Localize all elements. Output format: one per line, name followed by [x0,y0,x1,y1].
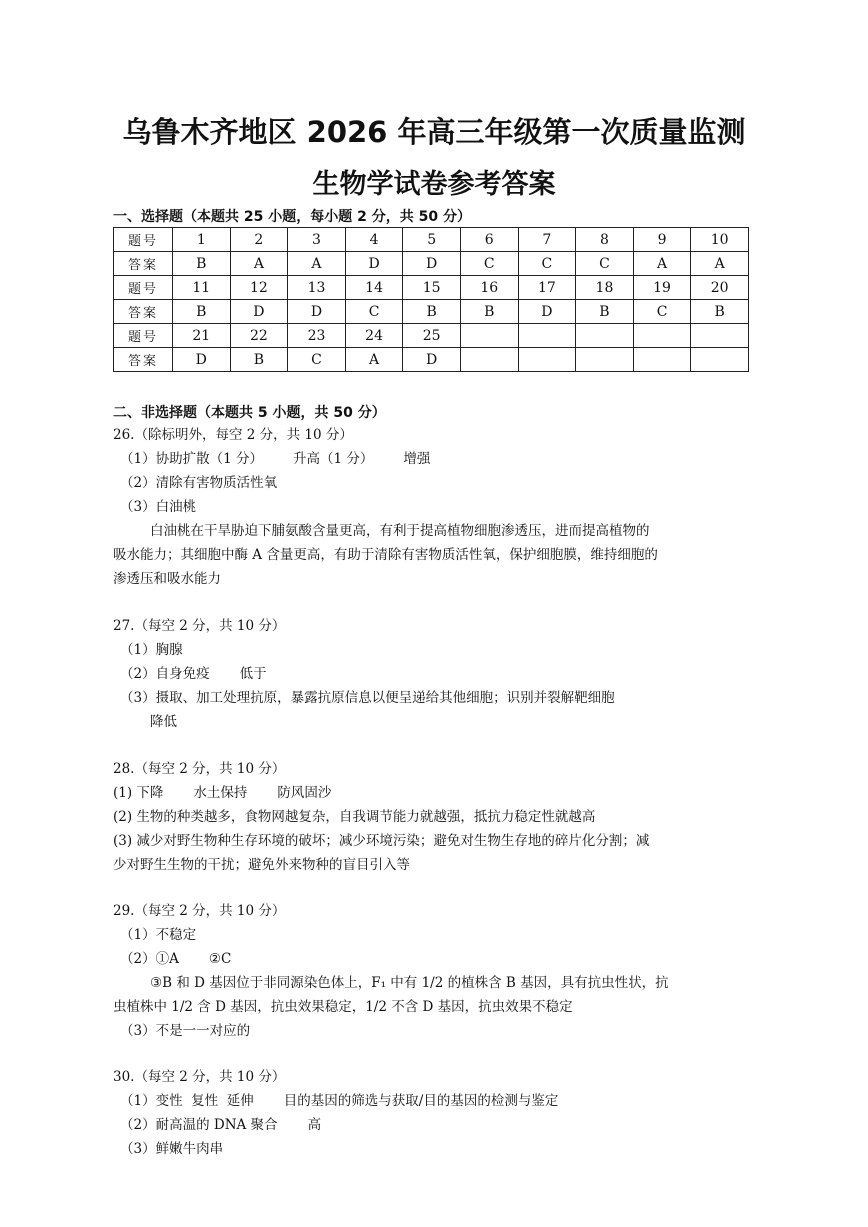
question-number-row [114,276,749,300]
question-number-cell: 10 [691,228,749,252]
q28-line4: 少对野生生物的干扰；避免外来物种的盲目引入等 [113,857,410,873]
q30-ans-4: 高 [307,1117,322,1133]
answer-cell: A [345,348,403,372]
q30-ans-1: （1）变性 复性 延伸 [120,1093,254,1109]
question-number-row [114,228,749,252]
q27-ans-2: 低于 [239,666,267,682]
question-number-cell: 6 [460,228,518,252]
question-number-cell: 17 [518,276,576,300]
question-number-cell: 9 [633,228,691,252]
q30-line3: （3）鲜嫩牛肉串 [120,1141,224,1157]
question-number-cell: 5 [403,228,461,252]
q26-para-3: 渗透压和吸水能力 [113,571,221,587]
question-number-cell: 23 [288,324,346,348]
answer-cell: C [345,300,403,324]
answer-row [114,300,749,324]
q30-header: 30.（每空 2 分，共 10 分） [113,1069,286,1085]
question-number-cell: 1 [173,228,231,252]
answer-cell: B [173,252,231,276]
answer-row [114,348,749,372]
q28-line1 [113,784,331,802]
q27-ans-1: （2）自身免疫 [120,666,210,682]
answer-cell: D [288,300,346,324]
question-number-cell [518,324,576,348]
q27-line1: （1）胸腺 [120,642,183,658]
answer-cell [633,348,691,372]
question-number-cell: 25 [403,324,461,348]
row-label-question-number: 题号 [114,228,173,252]
question-number-cell: 19 [633,276,691,300]
q29-ans-2: ②C [208,951,232,967]
question-number-cell: 3 [288,228,346,252]
question-number-cell: 14 [345,276,403,300]
answer-cell: D [518,300,576,324]
q29-ans-1: （2）①A [120,951,179,967]
document-subtitle: 生物学试卷参考答案 [312,169,556,200]
question-number-cell: 24 [345,324,403,348]
document-title: 乌鲁木齐地区 2026 年高三年级第一次质量监测 [122,115,746,149]
question-number-cell: 2 [230,228,288,252]
question-number-cell: 18 [576,276,634,300]
answer-cell: D [403,348,461,372]
answer-cell: C [460,252,518,276]
question-number-cell [691,324,749,348]
q26-ans-3: 增强 [403,451,431,467]
q26-ans-1: （1）协助扩散（1 分） [120,451,263,467]
q28-header: 28.（每空 2 分，共 10 分） [113,761,286,777]
question-number-cell [633,324,691,348]
q26-para-1: 白油桃在干旱胁迫下脯氨酸含量更高，有利于提高植物细胞渗透压，进而提高植物的 [150,523,650,539]
question-number-cell: 12 [230,276,288,300]
question-number-cell: 22 [230,324,288,348]
answer-cell: B [460,300,518,324]
row-label-answer: 答案 [114,300,173,324]
q29-para-1: ③B 和 D 基因位于非同源染色体上，F₁ 中有 1/2 的植株含 B 基因，具有抗虫性状，抗 [150,975,669,991]
q27-header: 27.（每空 2 分，共 10 分） [113,618,286,634]
question-number-cell [576,324,634,348]
question-number-cell: 11 [173,276,231,300]
q26-para-2: 吸水能力；其细胞中酶 A 含量更高，有助于清除有害物质活性氧，保护细胞膜，维持细胞的 [113,547,658,563]
question-number-row [114,324,749,348]
q27-line2 [120,665,267,683]
question-number-cell: 20 [691,276,749,300]
row-label-answer: 答案 [114,252,173,276]
q29-para-2: 虫植株中 1/2 含 D 基因，抗虫效果稳定，1/2 不含 D 基因，抗虫效果不稳定 [113,999,573,1015]
answer-cell [576,348,634,372]
q28-ans-2: 水土保持 [193,785,248,801]
answer-row [114,252,749,276]
answer-cell: C [633,300,691,324]
answer-cell: D [345,252,403,276]
section1-heading: 一、选择题（本题共 25 小题，每小题 2 分，共 50 分） [113,209,471,225]
q26-line1 [120,450,430,468]
question-number-cell: 7 [518,228,576,252]
q29-header: 29.（每空 2 分，共 10 分） [113,903,286,919]
answer-cell: B [403,300,461,324]
question-number-cell: 4 [345,228,403,252]
section2-heading: 二、非选择题（本题共 5 小题，共 50 分） [113,405,386,421]
answer-cell: D [173,348,231,372]
answer-cell: B [173,300,231,324]
answer-cell [460,348,518,372]
q30-ans-2: 目的基因的筛选与获取/目的基因的检测与鉴定 [283,1093,559,1109]
row-label-question-number: 题号 [114,324,173,348]
answer-cell [691,348,749,372]
q26-line2: （2）清除有害物质活性氧 [120,475,278,491]
row-label-answer: 答案 [114,348,173,372]
question-number-cell: 13 [288,276,346,300]
answer-cell: C [288,348,346,372]
answer-cell: A [633,252,691,276]
question-number-cell: 16 [460,276,518,300]
answer-cell: C [576,252,634,276]
q29-line1: （1）不稳定 [120,927,197,943]
q27-line3: （3）摄取、加工处理抗原，暴露抗原信息以便呈递给其他细胞；识别并裂解靶细胞 [120,690,615,706]
answer-cell: A [288,252,346,276]
answer-cell: C [518,252,576,276]
question-number-cell [460,324,518,348]
answer-cell: D [230,300,288,324]
q28-line2: (2) 生物的种类越多，食物网越复杂，自我调节能力就越强，抵抗力稳定性就越高 [113,809,596,825]
q27-line4: 降低 [150,714,177,730]
answer-cell: B [230,348,288,372]
question-number-cell: 15 [403,276,461,300]
q30-ans-3: （2）耐高温的 DNA 聚合 [120,1117,278,1133]
question-number-cell: 8 [576,228,634,252]
q26-ans-2: 升高（1 分） [292,451,374,467]
q26-header: 26.（除标明外，每空 2 分，共 10 分） [113,427,353,443]
q29-line3: （3）不是一一对应的 [120,1023,251,1039]
answer-cell [518,348,576,372]
answer-cell: B [576,300,634,324]
q28-ans-1: (1) 下降 [113,785,164,801]
question-number-cell: 21 [173,324,231,348]
answer-cell: A [691,252,749,276]
q28-line3: (3) 减少对野生物种生存环境的破坏；减少环境污染；避免对生物生存地的碎片化分割；减 [113,833,650,849]
answer-cell: D [403,252,461,276]
answer-cell: A [230,252,288,276]
q29-line2 [120,950,231,968]
q26-line3: （3）白油桃 [120,499,197,515]
answer-table [113,227,749,372]
answer-cell: B [691,300,749,324]
q28-ans-3: 防风固沙 [277,785,332,801]
q30-line1 [120,1092,558,1110]
q30-line2 [120,1116,321,1134]
row-label-question-number: 题号 [114,276,173,300]
